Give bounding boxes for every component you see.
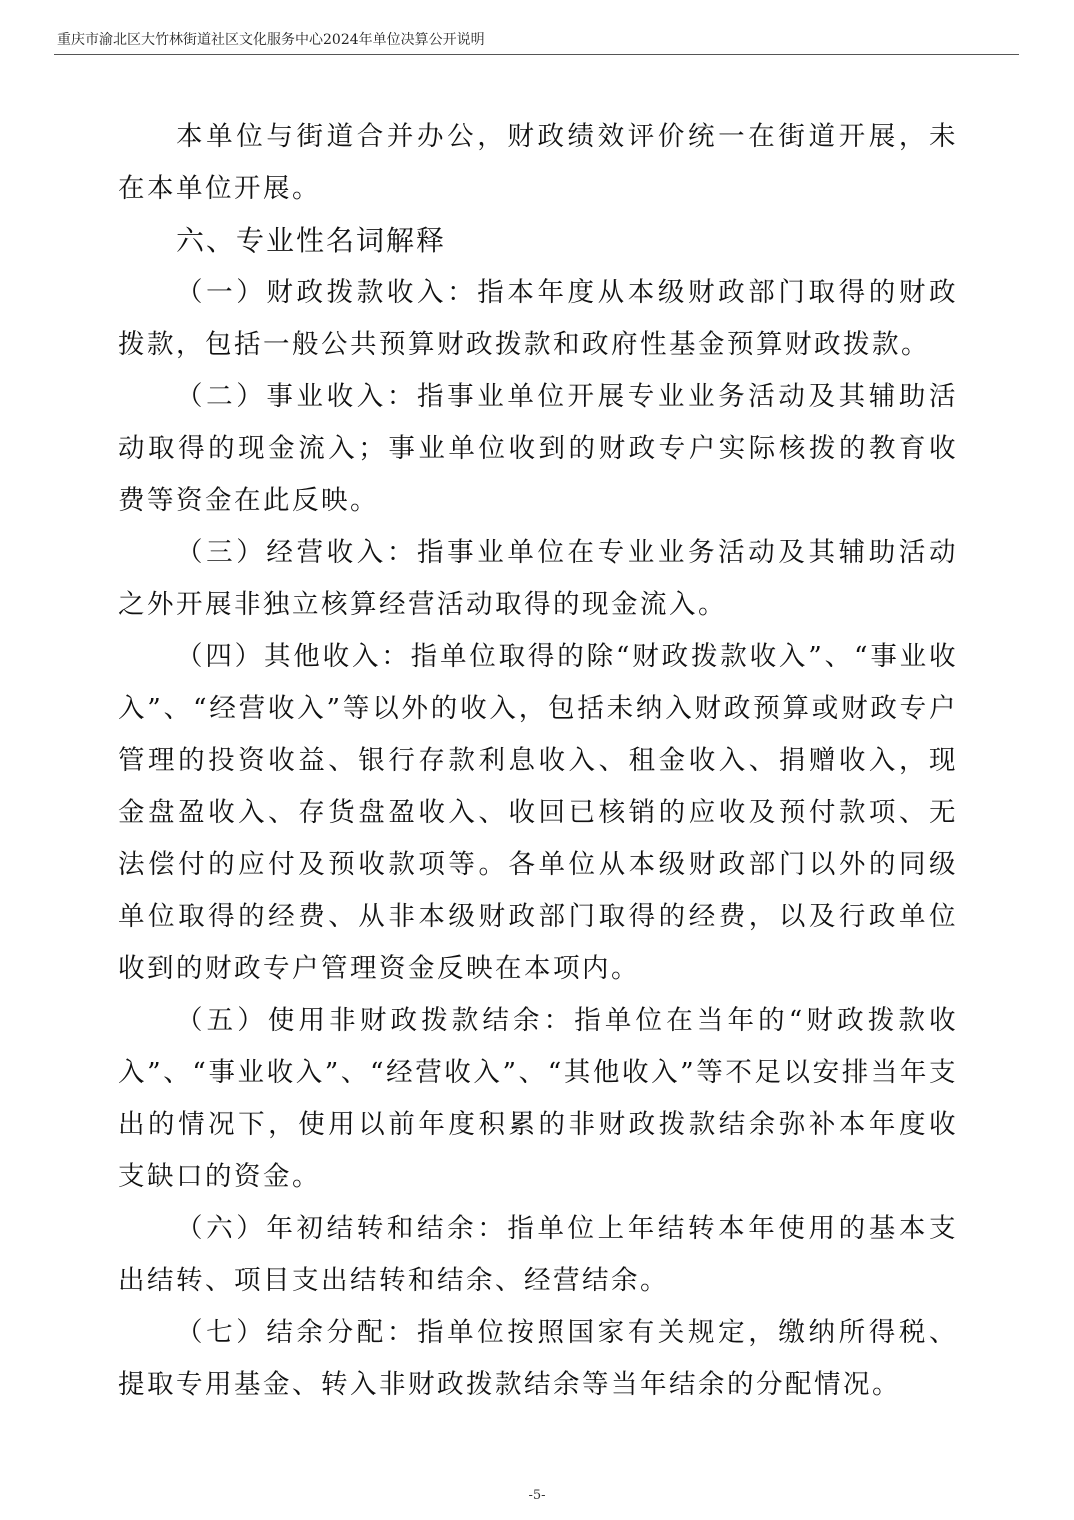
definition-paragraph-1: （一）财政拨款收入：指本年度从本级财政部门取得的财政拨款，包括一般公共预算财政拨款和政府性基金预算财政拨款。 bbox=[118, 277, 958, 360]
header-divider bbox=[54, 54, 1019, 55]
definition-paragraph-7: （七）结余分配：指单位按照国家有关规定，缴纳所得税、提取专用基金、转入非财政拨款结余等当年结余的分配情况。 bbox=[118, 1317, 958, 1400]
definition-paragraph-2: （二）事业收入：指事业单位开展专业业务活动及其辅助活动取得的现金流入；事业单位收到的财政专户实际核拨的教育收费等资金在此反映。 bbox=[118, 381, 958, 516]
definition-paragraph-3: （三）经营收入：指事业单位在专业业务活动及其辅助活动之外开展非独立核算经营活动取得的现金流入。 bbox=[118, 537, 958, 620]
definition-paragraph-4: （四）其他收入：指单位取得的除“财政拨款收入”、“事业收入”、“经营收入”等以外的收入，包括未纳入财政预算或财政专户管理的投资收益、银行存款利息收入、租金收入、捐赠收入，现金盘盈收入、存货盘盈收入、收回已核销的应收及预付款项、无法偿付的应付及预收款项等。各单位从本级财政部门以外的同级单位取得的经费、从非本级财政部门取得的经费，以及行政单位收到的财政专户管理资金反映在本项内。 bbox=[118, 641, 958, 984]
intro-paragraph: 本单位与街道合并办公，财政绩效评价统一在街道开展，未在本单位开展。 bbox=[118, 121, 958, 204]
section-heading: 六、专业性名词解释 bbox=[176, 224, 447, 257]
page-header-title: 重庆市渝北区大竹林街道社区文化服务中心2024年单位决算公开说明 bbox=[57, 32, 485, 48]
page-number: -5- bbox=[528, 1488, 546, 1503]
definition-paragraph-6: （六）年初结转和结余：指单位上年结转本年使用的基本支出结转、项目支出结转和结余、经营结余。 bbox=[118, 1213, 958, 1296]
document-body bbox=[118, 111, 958, 1411]
definition-paragraph-5: （五）使用非财政拨款结余：指单位在当年的“财政拨款收入”、“事业收入”、“经营收入”、“其他收入”等不足以安排当年支出的情况下，使用以前年度积累的非财政拨款结余弥补本年度收支缺口的资金。 bbox=[118, 1005, 958, 1192]
